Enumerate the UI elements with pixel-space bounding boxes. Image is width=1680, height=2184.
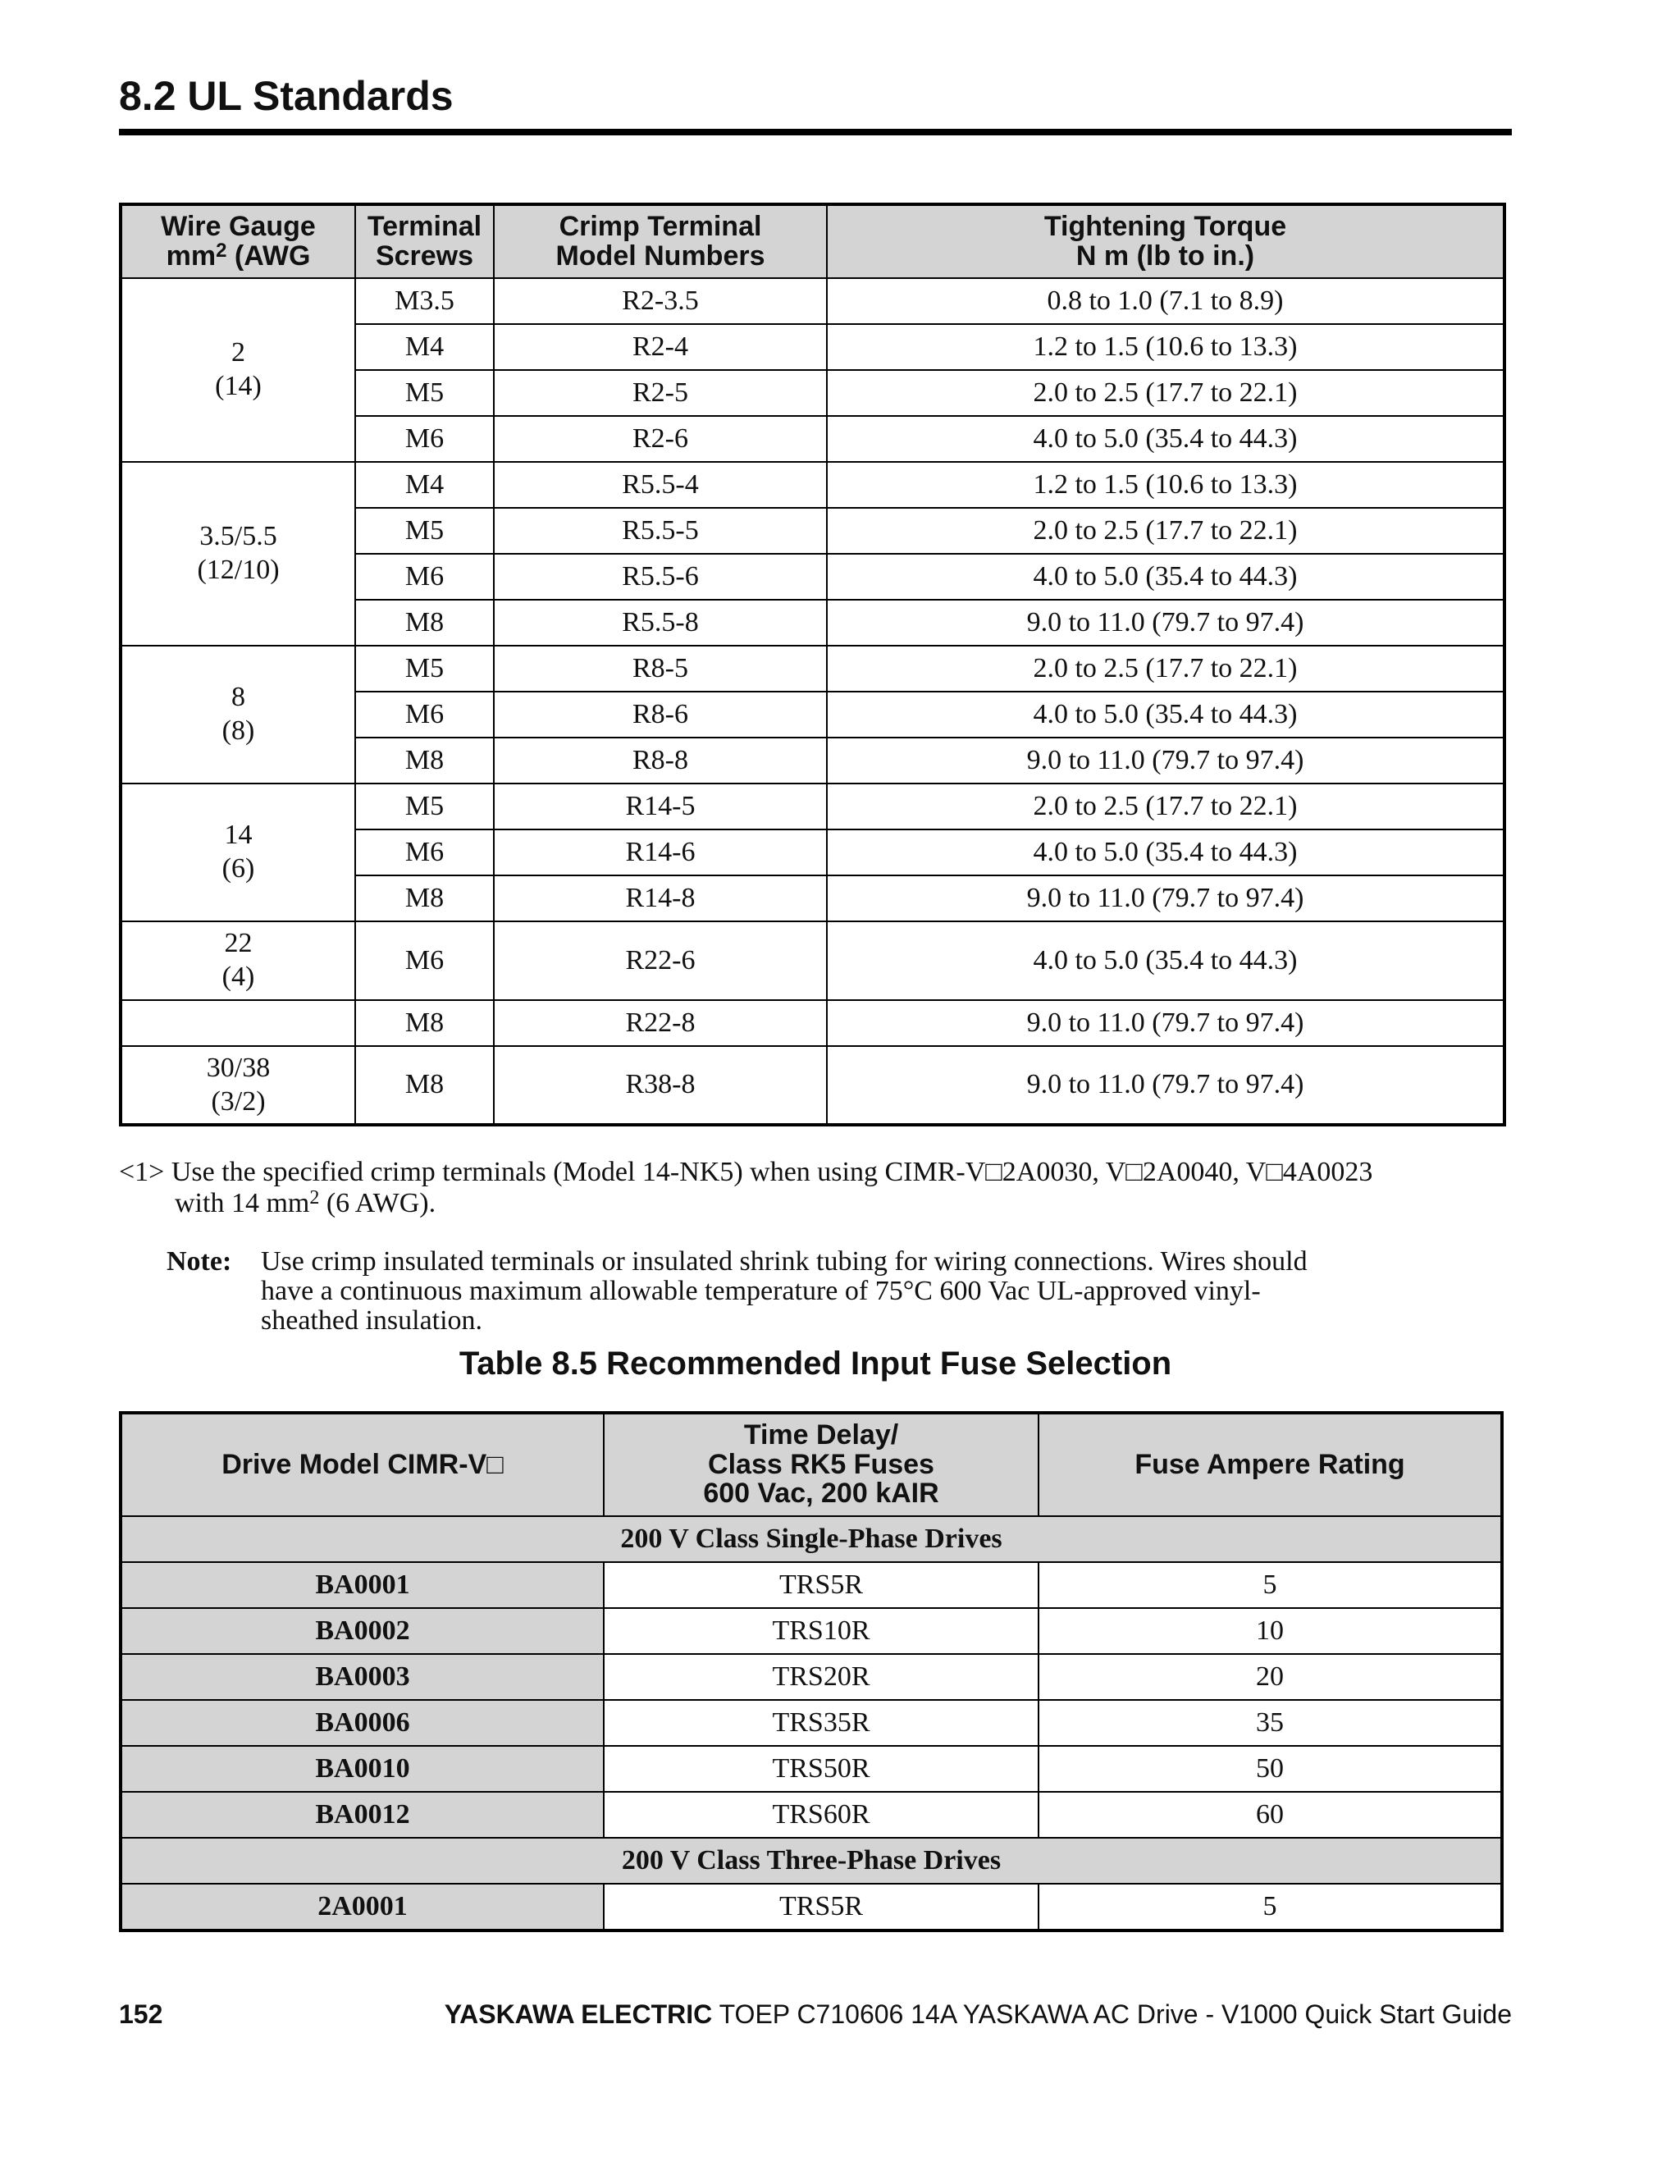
wire-gauge-mm: 3.5/5.5 (199, 521, 277, 552)
header-wire-gauge-awg: (AWG (226, 240, 311, 272)
footnote-line2-end: (6 AWG). (319, 1188, 436, 1218)
fuse-table-caption: Table 8.5 Recommended Input Fuse Selection (459, 1346, 1172, 1382)
screw-cell: M5 (355, 784, 494, 829)
rating-cell: 5 (1039, 1884, 1502, 1930)
fuse-selection-table (119, 1411, 1504, 1932)
section-row (121, 1516, 1502, 1562)
torque-cell: 1.2 to 1.5 (10.6 to 13.3) (827, 324, 1504, 370)
header-torque-line2: N m (lb to in.) (1075, 240, 1255, 272)
table-row (121, 1654, 1502, 1700)
crimp-cell: R14-8 (494, 875, 827, 921)
screw-cell: M6 (355, 921, 494, 1000)
torque-cell: 4.0 to 5.0 (35.4 to 44.3) (827, 921, 1504, 1000)
footnote (119, 1157, 1513, 1219)
wire-gauge-mm: 30/38 (206, 1052, 271, 1083)
header-crimp-terminal-line2: Model Numbers (555, 240, 765, 272)
section-title-single-phase: 200 V Class Single-Phase Drives (121, 1516, 1502, 1562)
table-row (121, 921, 1504, 1000)
footnote-sup: 2 (309, 1187, 320, 1209)
wire-gauge-awg: (6) (221, 853, 255, 884)
header-fuse-line2: Class RK5 Fuses (708, 1448, 934, 1480)
table-row (121, 1608, 1502, 1654)
wire-gauge-mm: 2 (231, 337, 245, 368)
rating-cell: 10 (1039, 1608, 1502, 1654)
crimp-cell: R8-5 (494, 646, 827, 692)
screw-cell: M8 (355, 875, 494, 921)
crimp-cell: R2-6 (494, 416, 827, 462)
screw-cell: M4 (355, 324, 494, 370)
screw-cell: M6 (355, 692, 494, 738)
note-label: Note: (167, 1246, 232, 1277)
header-wire-gauge-line2 (122, 239, 354, 272)
table-row (121, 1046, 1504, 1125)
torque-cell: 4.0 to 5.0 (35.4 to 44.3) (827, 416, 1504, 462)
crimp-terminal-table (119, 203, 1506, 1126)
drive-model-cell: BA0003 (121, 1654, 604, 1700)
drive-model-cell: 2A0001 (121, 1884, 604, 1930)
title-rule (119, 129, 1512, 135)
table-row (121, 1562, 1502, 1608)
torque-cell: 9.0 to 11.0 (79.7 to 97.4) (827, 875, 1504, 921)
rating-cell: 5 (1039, 1562, 1502, 1608)
page-number: 152 (119, 1999, 163, 2029)
crimp-cell: R2-3.5 (494, 278, 827, 324)
wire-gauge-mm: 22 (224, 928, 253, 959)
header-drive-model: Drive Model CIMR-V□ (121, 1413, 604, 1516)
table-row (121, 1884, 1502, 1930)
drive-model-cell: BA0010 (121, 1746, 604, 1792)
header-wire-gauge-sup: 2 (216, 239, 227, 262)
crimp-cell: R8-8 (494, 738, 827, 784)
header-wire-gauge-unit: mm (166, 240, 217, 272)
fuse-cell: TRS5R (604, 1884, 1039, 1930)
crimp-cell: R2-5 (494, 370, 827, 416)
note-line3: sheathed insulation. (261, 1305, 483, 1336)
screw-cell: M8 (355, 1000, 494, 1046)
table-row (121, 462, 1504, 508)
screw-cell: M5 (355, 370, 494, 416)
torque-cell: 4.0 to 5.0 (35.4 to 44.3) (827, 554, 1504, 600)
fuse-cell: TRS20R (604, 1654, 1039, 1700)
crimp-cell: R5.5-6 (494, 554, 827, 600)
crimp-cell: R14-6 (494, 829, 827, 875)
crimp-cell: R2-4 (494, 324, 827, 370)
wire-gauge-cell (121, 784, 355, 921)
screw-cell: M8 (355, 600, 494, 646)
header-fuse-line1: Time Delay/ (743, 1419, 899, 1451)
header-fuse-class (604, 1413, 1039, 1516)
crimp-cell: R5.5-4 (494, 462, 827, 508)
rating-cell: 50 (1039, 1746, 1502, 1792)
header-terminal-screws (355, 204, 494, 278)
torque-cell: 9.0 to 11.0 (79.7 to 97.4) (827, 738, 1504, 784)
drive-model-cell: BA0006 (121, 1700, 604, 1746)
fuse-cell: TRS50R (604, 1746, 1039, 1792)
wire-gauge-mm: 14 (224, 820, 253, 851)
wire-gauge-cell (121, 278, 355, 462)
torque-cell: 2.0 to 2.5 (17.7 to 22.1) (827, 370, 1504, 416)
crimp-cell: R8-6 (494, 692, 827, 738)
wire-gauge-cell (121, 462, 355, 646)
section-title-three-phase: 200 V Class Three-Phase Drives (121, 1838, 1502, 1884)
wire-gauge-awg: (12/10) (197, 555, 280, 585)
table-row (121, 646, 1504, 692)
crimp-cell: R14-5 (494, 784, 827, 829)
wire-gauge-cell-empty (121, 1000, 355, 1046)
table-row (121, 784, 1504, 829)
crimp-cell: R38-8 (494, 1046, 827, 1125)
torque-cell: 1.2 to 1.5 (10.6 to 13.3) (827, 462, 1504, 508)
crimp-cell: R5.5-5 (494, 508, 827, 554)
crimp-cell: R5.5-8 (494, 600, 827, 646)
header-tightening-torque (827, 204, 1504, 278)
screw-cell: M3.5 (355, 278, 494, 324)
crimp-cell: R22-6 (494, 921, 827, 1000)
drive-model-cell: BA0012 (121, 1792, 604, 1838)
rating-cell: 20 (1039, 1654, 1502, 1700)
fuse-cell: TRS35R (604, 1700, 1039, 1746)
table-row (121, 278, 1504, 324)
header-crimp-terminal-line1: Crimp Terminal (559, 210, 762, 242)
wire-gauge-cell (121, 1046, 355, 1125)
torque-cell: 2.0 to 2.5 (17.7 to 22.1) (827, 508, 1504, 554)
wire-gauge-cell (121, 921, 355, 1000)
table-row (121, 1792, 1502, 1838)
wire-gauge-mm: 8 (231, 682, 245, 713)
wire-gauge-awg: (4) (221, 962, 255, 992)
torque-cell: 2.0 to 2.5 (17.7 to 22.1) (827, 784, 1504, 829)
drive-model-cell: BA0001 (121, 1562, 604, 1608)
wire-gauge-awg: (14) (215, 371, 262, 401)
header-crimp-terminal (494, 204, 827, 278)
header-terminal-screws-line2: Screws (375, 240, 474, 272)
header-fuse-line3: 600 Vac, 200 kAIR (703, 1478, 939, 1510)
screw-cell: M8 (355, 738, 494, 784)
fuse-cell: TRS10R (604, 1608, 1039, 1654)
torque-cell: 9.0 to 11.0 (79.7 to 97.4) (827, 1000, 1504, 1046)
screw-cell: M8 (355, 1046, 494, 1125)
table-row (121, 1700, 1502, 1746)
screw-cell: M4 (355, 462, 494, 508)
note-body (261, 1247, 1308, 1336)
note-line1: Use crimp insulated terminals or insulated shrink tubing for wiring connections. Wires should (261, 1246, 1308, 1277)
drive-model-cell: BA0002 (121, 1608, 604, 1654)
fuse-cell: TRS60R (604, 1792, 1039, 1838)
table-row (121, 1746, 1502, 1792)
section-title: 8.2 UL Standards (119, 73, 454, 119)
rating-cell: 60 (1039, 1792, 1502, 1838)
crimp-cell: R22-8 (494, 1000, 827, 1046)
footer-brand: YASKAWA ELECTRIC (444, 1999, 713, 2029)
torque-cell: 0.8 to 1.0 (7.1 to 8.9) (827, 278, 1504, 324)
torque-cell: 2.0 to 2.5 (17.7 to 22.1) (827, 646, 1504, 692)
header-terminal-screws-line1: Terminal (367, 210, 482, 242)
screw-cell: M5 (355, 646, 494, 692)
screw-cell: M6 (355, 554, 494, 600)
wire-gauge-awg: (8) (221, 715, 255, 746)
footer (445, 1999, 1512, 2030)
rating-cell: 35 (1039, 1700, 1502, 1746)
torque-cell: 9.0 to 11.0 (79.7 to 97.4) (827, 600, 1504, 646)
screw-cell: M6 (355, 829, 494, 875)
header-wire-gauge (121, 204, 355, 278)
table-row (121, 1000, 1504, 1046)
torque-cell: 4.0 to 5.0 (35.4 to 44.3) (827, 692, 1504, 738)
note-line2: have a continuous maximum allowable temperature of 75°C 600 Vac UL-approved vinyl- (261, 1276, 1261, 1306)
torque-cell: 4.0 to 5.0 (35.4 to 44.3) (827, 829, 1504, 875)
crimp-table-header-row (121, 204, 1504, 278)
fuse-table-header-row (121, 1413, 1502, 1516)
screw-cell: M6 (355, 416, 494, 462)
section-row (121, 1838, 1502, 1884)
header-wire-gauge-line1: Wire Gauge (161, 210, 316, 242)
header-torque-line1: Tightening Torque (1043, 210, 1287, 242)
fuse-cell: TRS5R (604, 1562, 1039, 1608)
note (167, 1247, 1397, 1336)
footnote-line2-start: with 14 mm (175, 1188, 310, 1218)
torque-cell: 9.0 to 11.0 (79.7 to 97.4) (827, 1046, 1504, 1125)
screw-cell: M5 (355, 508, 494, 554)
header-fuse-rating: Fuse Ampere Rating (1039, 1413, 1502, 1516)
footer-document-title: TOEP C710606 14A YASKAWA AC Drive - V1000 Quick Start Guide (712, 1999, 1512, 2029)
wire-gauge-cell (121, 646, 355, 784)
wire-gauge-awg: (3/2) (211, 1085, 266, 1117)
footnote-line2 (119, 1188, 1513, 1219)
footnote-line1: <1> Use the specified crimp terminals (Model 14-NK5) when using CIMR-V□2A0030, V□2A0040, V□4A0023 (119, 1157, 1373, 1187)
